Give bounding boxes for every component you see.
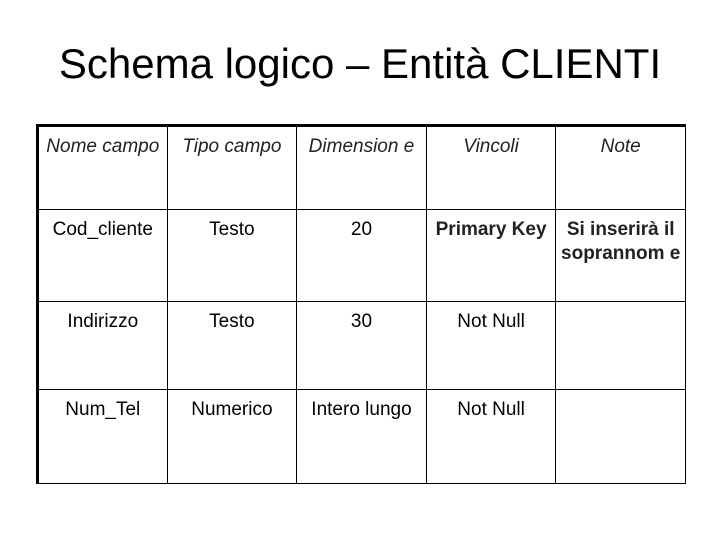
cell-note — [556, 390, 686, 484]
cell-nome-campo: Cod_cliente — [38, 210, 168, 302]
header-dimensione: Dimension e — [297, 126, 427, 210]
cell-vincoli: Not Null — [426, 302, 556, 390]
cell-note — [556, 302, 686, 390]
entity-schema-table — [36, 124, 686, 484]
table-row — [38, 390, 686, 484]
cell-tipo-campo: Numerico — [167, 390, 297, 484]
table-header-row — [38, 126, 686, 210]
header-tipo-campo: Tipo campo — [167, 126, 297, 210]
cell-dimensione: 30 — [297, 302, 427, 390]
header-note: Note — [556, 126, 686, 210]
cell-vincoli: Not Null — [426, 390, 556, 484]
header-nome-campo: Nome campo — [38, 126, 168, 210]
cell-vincoli: Primary Key — [426, 210, 556, 302]
cell-dimensione: Intero lungo — [297, 390, 427, 484]
table-row — [38, 210, 686, 302]
cell-dimensione: 20 — [297, 210, 427, 302]
cell-nome-campo: Num_Tel — [38, 390, 168, 484]
table-row — [38, 302, 686, 390]
cell-nome-campo: Indirizzo — [38, 302, 168, 390]
header-vincoli: Vincoli — [426, 126, 556, 210]
cell-note: Si inserirà il soprannom e — [556, 210, 686, 302]
cell-tipo-campo: Testo — [167, 302, 297, 390]
slide-title: Schema logico – Entità CLIENTI — [58, 40, 662, 87]
cell-tipo-campo: Testo — [167, 210, 297, 302]
